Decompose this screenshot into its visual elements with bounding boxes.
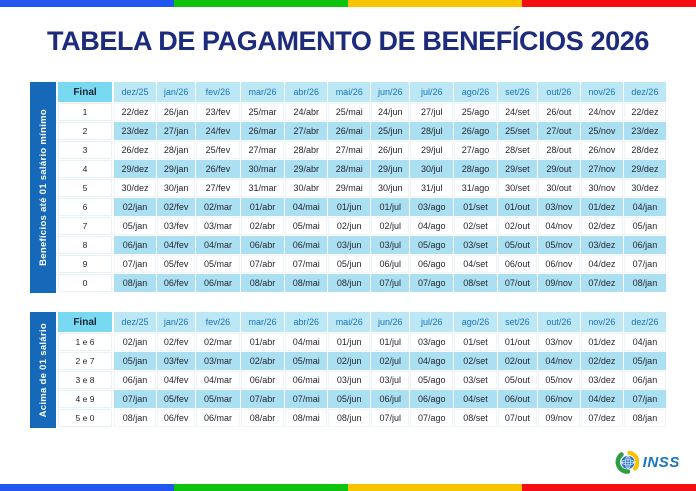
payment-date-cell: 06/jan (624, 236, 667, 255)
payment-date-cell: 29/mai (328, 179, 371, 198)
payment-date-cell: 01/abr (241, 333, 286, 352)
payment-date-cell: 07/jan (114, 255, 157, 274)
sidebar-label-minimum-wage (30, 82, 56, 293)
column-header-month: abr/26 (285, 312, 328, 333)
payment-date-cell: 04/jan (624, 333, 667, 352)
payment-date-cell: 08/jun (328, 409, 371, 428)
table-block-above-minimum (30, 312, 667, 428)
payment-date-cell: 01/set (454, 198, 498, 217)
column-header-final: Final (58, 82, 114, 103)
payment-date-cell: 05/jan (114, 352, 157, 371)
payment-date-cell: 26/jan (157, 103, 196, 122)
column-header-month: jul/26 (410, 82, 454, 103)
payment-date-cell: 01/out (498, 333, 538, 352)
payment-date-cell: 05/mar (196, 255, 241, 274)
payment-date-cell: 01/jun (328, 198, 371, 217)
payment-date-cell: 26/fev (196, 160, 241, 179)
payment-date-cell: 25/jun (371, 122, 410, 141)
column-header-month: mar/26 (241, 82, 286, 103)
payment-date-cell: 06/mai (285, 371, 328, 390)
final-digit-cell: 0 (58, 274, 114, 293)
payment-table-above-minimum (58, 312, 667, 428)
payment-date-cell: 08/mai (285, 274, 328, 293)
column-header-month: out/26 (538, 82, 581, 103)
payment-date-cell: 06/mar (196, 274, 241, 293)
column-header-month: set/26 (498, 82, 538, 103)
table-block-minimum-wage (30, 82, 667, 293)
payment-date-cell: 05/out (498, 371, 538, 390)
payment-date-cell: 30/out (538, 179, 581, 198)
payment-date-cell: 08/jan (624, 409, 667, 428)
payment-date-cell: 02/dez (581, 217, 624, 236)
final-digit-cell: 3 e 8 (58, 371, 114, 390)
payment-date-cell: 06/mar (196, 409, 241, 428)
payment-date-cell: 26/nov (581, 141, 624, 160)
payment-date-cell: 29/jun (371, 160, 410, 179)
payment-date-cell: 04/nov (538, 217, 581, 236)
payment-date-cell: 30/nov (581, 179, 624, 198)
column-header-month: abr/26 (285, 82, 328, 103)
payment-date-cell: 27/ago (454, 141, 498, 160)
column-header-month: out/26 (538, 312, 581, 333)
payment-date-cell: 23/fev (196, 103, 241, 122)
payment-date-cell: 08/jan (624, 274, 667, 293)
payment-date-cell: 07/abr (241, 390, 286, 409)
payment-date-cell: 31/ago (454, 179, 498, 198)
payment-date-cell: 24/set (498, 103, 538, 122)
payment-date-cell: 07/jan (624, 255, 667, 274)
payment-date-cell: 03/set (454, 236, 498, 255)
payment-date-cell: 25/fev (196, 141, 241, 160)
table-row (58, 352, 667, 371)
column-header-month: jul/26 (410, 312, 454, 333)
bottom-color-bar (0, 484, 696, 491)
final-digit-cell: 1 (58, 103, 114, 122)
final-digit-cell: 5 (58, 179, 114, 198)
column-header-month: jan/26 (157, 312, 196, 333)
payment-date-cell: 30/set (498, 179, 538, 198)
payment-date-cell: 08/jan (114, 274, 157, 293)
payment-date-cell: 01/set (454, 333, 498, 352)
top-color-bar (0, 0, 696, 7)
payment-date-cell: 03/jul (371, 371, 410, 390)
payment-date-cell: 06/mai (285, 236, 328, 255)
header-row (58, 312, 667, 333)
payment-date-cell: 26/out (538, 103, 581, 122)
payment-date-cell: 24/fev (196, 122, 241, 141)
payment-date-cell: 03/mar (196, 352, 241, 371)
payment-date-cell: 02/set (454, 217, 498, 236)
payment-date-cell: 28/jul (410, 122, 454, 141)
final-digit-cell: 4 (58, 160, 114, 179)
payment-date-cell: 05/jan (624, 217, 667, 236)
table-row (58, 198, 667, 217)
payment-date-cell: 03/nov (538, 198, 581, 217)
payment-date-cell: 30/jul (410, 160, 454, 179)
color-bar-segment-yellow (348, 0, 522, 7)
payment-date-cell: 04/ago (410, 217, 454, 236)
final-digit-cell: 2 (58, 122, 114, 141)
payment-date-cell: 05/fev (157, 255, 196, 274)
table-row (58, 122, 667, 141)
final-digit-cell: 9 (58, 255, 114, 274)
sidebar-label-above-minimum (30, 312, 56, 428)
column-header-month: dez/25 (114, 82, 157, 103)
payment-date-cell: 07/out (498, 274, 538, 293)
payment-date-cell: 01/jun (328, 333, 371, 352)
color-bar-segment-blue (0, 484, 174, 491)
payment-date-cell: 03/dez (581, 371, 624, 390)
payment-date-cell: 27/jan (157, 122, 196, 141)
payment-date-cell: 28/abr (285, 141, 328, 160)
payment-date-cell: 27/jul (410, 103, 454, 122)
final-digit-cell: 6 (58, 198, 114, 217)
table-row (58, 409, 667, 428)
payment-date-cell: 05/jan (624, 352, 667, 371)
payment-date-cell: 06/abr (241, 371, 286, 390)
payment-date-cell: 04/dez (581, 255, 624, 274)
payment-date-cell: 23/dez (114, 122, 157, 141)
payment-date-cell: 08/abr (241, 274, 286, 293)
payment-date-cell: 29/abr (285, 160, 328, 179)
table-row (58, 390, 667, 409)
payment-date-cell: 05/mar (196, 390, 241, 409)
payment-date-cell: 24/abr (285, 103, 328, 122)
column-header-month: nov/26 (581, 312, 624, 333)
table-row (58, 255, 667, 274)
color-bar-segment-red (522, 484, 696, 491)
payment-date-cell: 30/abr (285, 179, 328, 198)
payment-date-cell: 07/jan (624, 390, 667, 409)
payment-date-cell: 27/out (538, 122, 581, 141)
column-header-month: dez/26 (624, 82, 667, 103)
payment-date-cell: 28/out (538, 141, 581, 160)
color-bar-segment-blue (0, 0, 174, 7)
inss-globe-icon (615, 450, 639, 474)
payment-date-cell: 30/mar (241, 160, 286, 179)
payment-date-cell: 04/fev (157, 371, 196, 390)
payment-date-cell: 29/jan (157, 160, 196, 179)
payment-date-cell: 26/ago (454, 122, 498, 141)
column-header-month: mar/26 (241, 312, 286, 333)
column-header-month: jun/26 (371, 82, 410, 103)
payment-date-cell: 01/out (498, 198, 538, 217)
payment-date-cell: 02/jan (114, 198, 157, 217)
payment-date-cell: 26/dez (114, 141, 157, 160)
payment-date-cell: 03/jun (328, 236, 371, 255)
payment-date-cell: 31/mar (241, 179, 286, 198)
payment-date-cell: 26/jun (371, 141, 410, 160)
payment-date-cell: 04/jan (624, 198, 667, 217)
payment-date-cell: 25/ago (454, 103, 498, 122)
payment-date-cell: 06/abr (241, 236, 286, 255)
payment-date-cell: 30/jan (157, 179, 196, 198)
payment-date-cell: 24/nov (581, 103, 624, 122)
color-bar-segment-green (174, 0, 348, 7)
payment-date-cell: 02/abr (241, 217, 286, 236)
payment-date-cell: 06/jan (624, 371, 667, 390)
payment-date-cell: 30/jun (371, 179, 410, 198)
payment-date-cell: 04/mai (285, 333, 328, 352)
payment-date-cell: 08/set (454, 409, 498, 428)
payment-date-cell: 05/mai (285, 217, 328, 236)
payment-date-cell: 02/jul (371, 217, 410, 236)
column-header-month: fev/26 (196, 312, 241, 333)
payment-date-cell: 07/ago (410, 274, 454, 293)
payment-date-cell: 07/jul (371, 409, 410, 428)
payment-date-cell: 03/jul (371, 236, 410, 255)
payment-date-cell: 07/dez (581, 409, 624, 428)
header-row (58, 82, 667, 103)
payment-date-cell: 25/mar (241, 103, 286, 122)
final-digit-cell: 3 (58, 141, 114, 160)
payment-date-cell: 02/jun (328, 217, 371, 236)
table-row (58, 236, 667, 255)
payment-date-cell: 04/nov (538, 352, 581, 371)
payment-date-cell: 02/abr (241, 352, 286, 371)
payment-date-cell: 07/ago (410, 409, 454, 428)
payment-date-cell: 06/jan (114, 236, 157, 255)
payment-date-cell: 27/abr (285, 122, 328, 141)
table-row (58, 179, 667, 198)
payment-date-cell: 24/jun (371, 103, 410, 122)
payment-date-cell: 06/fev (157, 409, 196, 428)
payment-date-cell: 02/fev (157, 333, 196, 352)
payment-date-cell: 23/dez (624, 122, 667, 141)
payment-date-cell: 07/abr (241, 255, 286, 274)
payment-date-cell: 06/out (498, 390, 538, 409)
payment-date-cell: 01/jul (371, 198, 410, 217)
payment-date-cell: 05/fev (157, 390, 196, 409)
inss-logo-text: INSS (642, 453, 680, 471)
payment-date-cell: 04/fev (157, 236, 196, 255)
payment-date-cell: 27/mar (241, 141, 286, 160)
payment-date-cell: 25/nov (581, 122, 624, 141)
payment-date-cell: 28/mai (328, 160, 371, 179)
inss-logo (615, 450, 680, 474)
payment-date-cell: 05/nov (538, 371, 581, 390)
payment-date-cell: 04/set (454, 390, 498, 409)
payment-date-cell: 05/ago (410, 371, 454, 390)
table-row (58, 274, 667, 293)
payment-date-cell: 04/mar (196, 371, 241, 390)
color-bar-segment-red (522, 0, 696, 7)
payment-date-cell: 28/jan (157, 141, 196, 160)
payment-date-cell: 04/mai (285, 198, 328, 217)
payment-date-cell: 02/mar (196, 333, 241, 352)
table-row (58, 217, 667, 236)
payment-date-cell: 28/dez (624, 141, 667, 160)
column-header-final: Final (58, 312, 114, 333)
payment-date-cell: 04/ago (410, 352, 454, 371)
final-digit-cell: 7 (58, 217, 114, 236)
column-header-month: ago/26 (454, 82, 498, 103)
payment-date-cell: 08/abr (241, 409, 286, 428)
column-header-month: set/26 (498, 312, 538, 333)
payment-date-cell: 05/mai (285, 352, 328, 371)
payment-date-cell: 05/nov (538, 236, 581, 255)
payment-date-cell: 07/dez (581, 274, 624, 293)
payment-date-cell: 28/ago (454, 160, 498, 179)
payment-date-cell: 02/out (498, 352, 538, 371)
payment-date-cell: 08/jan (114, 409, 157, 428)
payment-date-cell: 05/out (498, 236, 538, 255)
payment-date-cell: 06/ago (410, 390, 454, 409)
payment-date-cell: 01/dez (581, 333, 624, 352)
payment-date-cell: 06/jan (114, 371, 157, 390)
payment-date-cell: 03/mar (196, 217, 241, 236)
payment-date-cell: 27/mai (328, 141, 371, 160)
payment-date-cell: 06/nov (538, 390, 581, 409)
payment-date-cell: 01/jul (371, 333, 410, 352)
payment-date-cell: 02/jun (328, 352, 371, 371)
payment-date-cell: 03/jun (328, 371, 371, 390)
final-digit-cell: 1 e 6 (58, 333, 114, 352)
payment-date-cell: 07/out (498, 409, 538, 428)
color-bar-segment-green (174, 484, 348, 491)
payment-date-cell: 29/dez (624, 160, 667, 179)
payment-date-cell: 03/ago (410, 198, 454, 217)
sidebar-label-text: Benefícios até 01 salário mínimo (37, 109, 49, 266)
payment-table-minimum-wage (58, 82, 667, 293)
payment-date-cell: 06/fev (157, 274, 196, 293)
payment-date-cell: 08/set (454, 274, 498, 293)
payment-date-cell: 31/jul (410, 179, 454, 198)
payment-date-cell: 25/mai (328, 103, 371, 122)
payment-date-cell: 09/nov (538, 274, 581, 293)
payment-date-cell: 03/ago (410, 333, 454, 352)
payment-date-cell: 02/out (498, 217, 538, 236)
column-header-month: ago/26 (454, 312, 498, 333)
payment-date-cell: 25/set (498, 122, 538, 141)
color-bar-segment-yellow (348, 484, 522, 491)
final-digit-cell: 2 e 7 (58, 352, 114, 371)
column-header-month: dez/26 (624, 312, 667, 333)
payment-date-cell: 06/out (498, 255, 538, 274)
payment-date-cell: 22/dez (114, 103, 157, 122)
payment-date-cell: 06/ago (410, 255, 454, 274)
payment-date-cell: 29/out (538, 160, 581, 179)
final-digit-cell: 8 (58, 236, 114, 255)
payment-date-cell: 03/nov (538, 333, 581, 352)
column-header-month: fev/26 (196, 82, 241, 103)
payment-date-cell: 07/mai (285, 255, 328, 274)
payment-date-cell: 06/jul (371, 390, 410, 409)
table-row (58, 160, 667, 179)
payment-date-cell: 04/set (454, 255, 498, 274)
payment-date-cell: 02/dez (581, 352, 624, 371)
payment-date-cell: 02/mar (196, 198, 241, 217)
payment-date-cell: 03/dez (581, 236, 624, 255)
payment-date-cell: 03/set (454, 371, 498, 390)
payment-date-cell: 02/jan (114, 333, 157, 352)
payment-date-cell: 30/dez (114, 179, 157, 198)
payment-date-cell: 01/dez (581, 198, 624, 217)
payment-date-cell: 07/jul (371, 274, 410, 293)
table-row (58, 141, 667, 160)
column-header-month: nov/26 (581, 82, 624, 103)
column-header-month: dez/25 (114, 312, 157, 333)
payment-date-cell: 04/dez (581, 390, 624, 409)
payment-date-cell: 03/fev (157, 352, 196, 371)
payment-date-cell: 02/set (454, 352, 498, 371)
table-row (58, 333, 667, 352)
column-header-month: mai/26 (328, 312, 371, 333)
payment-date-cell: 05/jun (328, 390, 371, 409)
column-header-month: jan/26 (157, 82, 196, 103)
payment-date-cell: 06/jul (371, 255, 410, 274)
payment-date-cell: 29/dez (114, 160, 157, 179)
payment-date-cell: 29/jul (410, 141, 454, 160)
payment-date-cell: 27/nov (581, 160, 624, 179)
payment-date-cell: 08/jun (328, 274, 371, 293)
payment-date-cell: 05/ago (410, 236, 454, 255)
payment-date-cell: 28/set (498, 141, 538, 160)
payment-date-cell: 05/jan (114, 217, 157, 236)
column-header-month: jun/26 (371, 312, 410, 333)
payment-date-cell: 03/fev (157, 217, 196, 236)
final-digit-cell: 5 e 0 (58, 409, 114, 428)
payment-date-cell: 02/jul (371, 352, 410, 371)
payment-date-cell: 07/jan (114, 390, 157, 409)
page-title: TABELA DE PAGAMENTO DE BENEFÍCIOS 2026 (47, 26, 649, 56)
payment-date-cell: 06/nov (538, 255, 581, 274)
payment-date-cell: 01/abr (241, 198, 286, 217)
payment-date-cell: 27/fev (196, 179, 241, 198)
table-row (58, 103, 667, 122)
payment-date-cell: 26/mai (328, 122, 371, 141)
payment-date-cell: 29/set (498, 160, 538, 179)
payment-date-cell: 05/jun (328, 255, 371, 274)
table-row (58, 371, 667, 390)
payment-date-cell: 04/mar (196, 236, 241, 255)
payment-date-cell: 26/mar (241, 122, 286, 141)
payment-date-cell: 09/nov (538, 409, 581, 428)
column-header-month: mai/26 (328, 82, 371, 103)
payment-date-cell: 08/mai (285, 409, 328, 428)
final-digit-cell: 4 e 9 (58, 390, 114, 409)
payment-date-cell: 30/dez (624, 179, 667, 198)
payment-date-cell: 02/fev (157, 198, 196, 217)
sidebar-label-text: Acima de 01 salário (37, 322, 49, 418)
payment-date-cell: 07/mai (285, 390, 328, 409)
payment-date-cell: 22/dez (624, 103, 667, 122)
